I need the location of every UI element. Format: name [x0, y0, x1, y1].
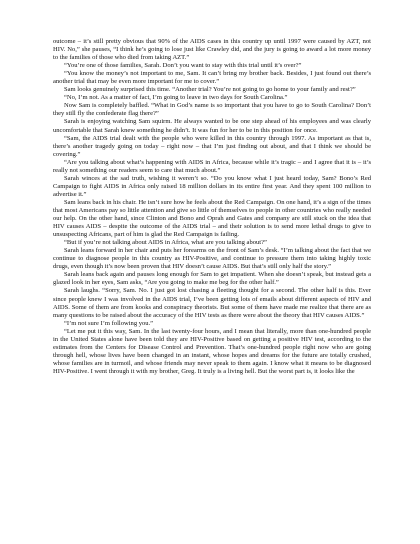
paragraph-7: Sarah is enjoying watching Sam squirm. He always wanted to be one step ahead of his employees and was clearly uncomfortable that Sarah knew something he didn’t. It was fun for her to be in this position for once.: [53, 118, 371, 134]
paragraph-3: “You know the money’s not important to me, Sam. It can’t bring my brother back. Besides, I just found out there’s another trial that may be even more important for me to cover.”: [53, 70, 371, 86]
paragraph-10: Sarah winces at the sad truth, wishing it weren’t so. “Do you know what I just heard today, Sam? Bono’s Red Campaign to fight AIDS in Africa only raised 18 million dollars in its entire first year. And they spent 100 million to advertise it.”: [53, 174, 371, 198]
document-page: [53, 38, 371, 376]
paragraph-4: Sam looks genuinely surprised this time. “Another trial? You’re not going to go home to your family and rest?”: [64, 86, 356, 94]
paragraph-2: “You’re one of those families, Sarah. Don’t you want to stay with this trial until it’s over?”: [64, 62, 302, 70]
paragraph-14: Sarah leans back again and pauses long enough for Sam to get impatient. When she doesn’t speak, but instead gets a glazed look in her eyes, Sam asks, “Are you going to make me beg for the other half.”: [53, 271, 371, 287]
paragraph-11: Sam leans back in his chair. He isn’t sure how he feels about the Red Campaign. On one hand, it’s a sign of the times that most Americans pay so little attention and give so little of themselves to people in other countries who really needed our help. On the other hand, since Clinton and Bono and Oprah and Gates and company are still stuck on the idea that HIV causes AIDS – despite the outcome of the AIDS trial – and their solution is to send more lethal drugs to give to unsuspecting Africans, part of him is glad the Red Campaign is failing.: [53, 198, 371, 239]
paragraph-15: Sarah laughs. “Sorry, Sam. No. I just got lost chasing a fleeting thought for a second. The other half is this. Ever since people knew I was involved in the AIDS trial, I’ve been getting lots of emails about different aspects of HIV and AIDS. Some of them are from kooks and conspiracy theorists. But some of them have made me realize that there are as many questions to be raised about the accuracy of the HIV tests as there were about the theory that HIV causes AIDS.”: [53, 287, 371, 319]
paragraph-9: “Are you talking about what’s happening with AIDS in Africa, because while it’s tragic – and I agree that it is – it’s really not something our readers seem to care that much about.”: [53, 158, 371, 174]
paragraph-16: “I’m not sure I’m following you.”: [64, 319, 154, 327]
paragraph-13: Sarah leans forward in her chair and puts her forearms on the front of Sam’s desk. “I’m talking about the fact that we continue to diagnose people in this country as HIV-Positive, and continue to pressure them into taking highly toxic drugs, even though it’s now been proven that HIV doesn’t cause AIDS. But that’s still only half the story.”: [53, 247, 371, 271]
paragraph-8: “Sam, the AIDS trial dealt with the people who were killed in this country through 1997. As important as that is, there’s another tragedy going on today – right now – that I’m just finding out about, and that I think we should be covering.”: [53, 134, 371, 158]
paragraph-6: Now Sam is completely baffled. “What in God’s name is so important that you have to go to South Carolina? Don’t they still fly the confederate flag there?”: [53, 102, 371, 118]
paragraph-1: outcome – it’s still pretty obvious that 90% of the AIDS cases in this country up until 1997 were caused by AZT, not HIV. No,” she pauses, “I think he’s going to lose just like Crawley did, and the jury is going to award a lot more money to the families of those who died from taking AZT.”: [53, 38, 371, 62]
paragraph-17: “Let me put it this way, Sam. In the last twenty-four hours, and I mean that literally, more than one-hundred people in the United States alone have been told they are HIV-Positive based on getting a positive HIV test, according to the estimates from the Centers for Disease Control and Prevention. That’s one-hundred people right now who are going through hell, whose lives have been changed in an instant, whose hopes and dreams for the future are totally crushed, whose families are in turmoil, and whose friends may never speak to them again. I know what it means to be diagnosed HIV-Positive. I went through it with my brother, Greg. It truly is a living hell. But the worst part is, it looks like the: [53, 327, 371, 375]
paragraph-5: “No, I’m not. As a matter of fact, I’m going to leave in two days for South Carolina.”: [64, 94, 288, 102]
paragraph-12: “But if you’re not talking about AIDS in Africa, what are you talking about?”: [64, 239, 267, 247]
